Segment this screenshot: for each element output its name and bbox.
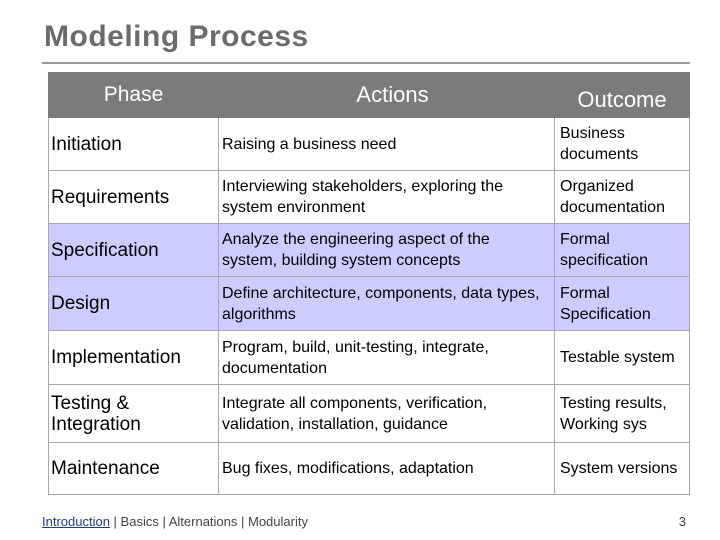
table-row-initiation <box>49 118 690 171</box>
header-outcome: Outcome <box>555 73 690 118</box>
actions-cell: Analyze the engineering aspect of the system, building system concepts <box>219 224 555 277</box>
footer-link-introduction[interactable]: Introduction <box>42 514 110 529</box>
table-row-testing <box>49 385 690 443</box>
outcome-cell: System versions <box>555 443 690 495</box>
header-phase: Phase <box>49 73 219 118</box>
footer-link-modularity[interactable]: Modularity <box>248 514 308 529</box>
header-actions: Actions <box>219 73 555 118</box>
table-row-design <box>49 277 690 331</box>
slide-title: Modeling Process <box>44 20 309 53</box>
footer-link-basics[interactable]: Basics <box>120 514 159 529</box>
phase-cell: Implementation <box>49 331 219 385</box>
outcome-cell: Business documents <box>555 118 690 171</box>
actions-cell: Bug fixes, modifications, adaptation <box>219 443 555 495</box>
page-number: 3 <box>678 514 686 529</box>
table-header-row <box>49 73 690 118</box>
actions-cell: Define architecture, components, data types, algorithms <box>219 277 555 331</box>
phase-cell: Initiation <box>49 118 219 171</box>
outcome-cell: Formal Specification <box>555 277 690 331</box>
outcome-cell: Testable system <box>555 331 690 385</box>
phase-cell: Design <box>49 277 219 331</box>
table-row-specification <box>49 224 690 277</box>
outcome-cell: Testing results, Working sys <box>555 385 690 443</box>
outcome-cell: Organized documentation <box>555 171 690 224</box>
footer-separator: | <box>109 514 121 529</box>
table-row-requirements <box>49 171 690 224</box>
actions-cell: Interviewing stakeholders, exploring the system environment <box>219 171 555 224</box>
outcome-cell: Formal specification <box>555 224 690 277</box>
title-divider <box>42 62 690 64</box>
phase-cell: Testing & Integration <box>49 385 219 443</box>
footer-separator: | <box>237 514 248 529</box>
phase-cell: Maintenance <box>49 443 219 495</box>
actions-cell: Raising a business need <box>219 118 555 171</box>
footer-separator: | <box>158 514 169 529</box>
phase-cell: Requirements <box>49 171 219 224</box>
footer-link-alternations[interactable]: Alternations <box>168 514 238 529</box>
phase-cell: Specification <box>49 224 219 277</box>
actions-cell: Integrate all components, verification, validation, installation, guidance <box>219 385 555 443</box>
modeling-process-table <box>48 72 690 495</box>
table-row-maintenance <box>49 443 690 495</box>
actions-cell: Program, build, unit-testing, integrate, documentation <box>219 331 555 385</box>
table-row-implementation <box>49 331 690 385</box>
footer-navigation <box>42 514 308 529</box>
